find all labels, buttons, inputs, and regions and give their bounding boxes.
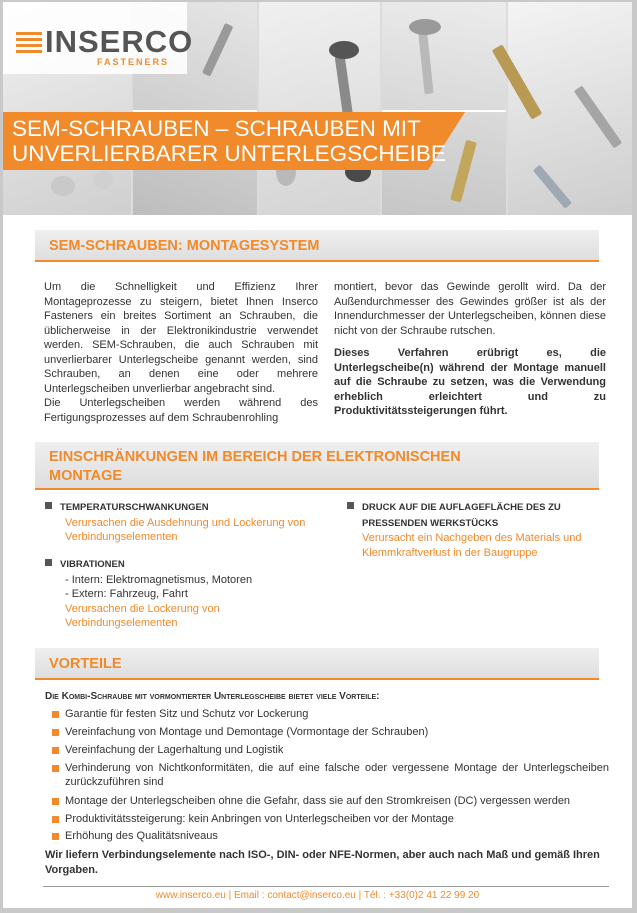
hero-banner — [3, 2, 632, 215]
list-item: Erhöhung des Qualitätsniveaus — [65, 829, 218, 843]
bullet-square-icon — [45, 559, 52, 566]
bullet-square-icon — [347, 502, 354, 509]
logo — [3, 2, 194, 74]
closing-statement: Wir liefern Verbindungselemente nach ISO-, DIN- oder NFE-Normen, aber auch nach Maß und gemäß Ihren Vorgaben. — [45, 849, 600, 876]
paragraph: Um die Schnelligkeit und Effizienz Ihrer Montageprozesse zu steigern, bietet Ihnen Inserco Fasteners ein breites Sortiment an Schrauben, die üblicherweise in der Elektronikindustrie verwendet werden. SEM-Schrauben, die auch Schrauben mit unverlierbarer Unterlegscheibe genannt werden, sind Schrauben, an denen eine oder mehrere Unterlegscheiben unverlierbar angebracht sind. — [44, 281, 318, 395]
constraint-heading: DRUCK AUF DIE AUFLAGEFLÄCHE DES ZU PRESSENDEN WERKSTÜCKS — [362, 502, 561, 529]
bullet-square-icon — [52, 798, 59, 805]
bullet-square-icon — [52, 747, 59, 754]
constraint-effect: Verursachen die Ausdehnung und Lockerung von Verbindungselementen — [65, 516, 306, 543]
constraint-effect: Verursachen die Lockerung von Verbindungselementen — [65, 602, 220, 629]
bullet-square-icon — [52, 833, 59, 840]
constraint-detail: - Extern: Fahrzeug, Fahrt — [65, 588, 188, 600]
constraint-detail: - Intern: Elektromagnetismus, Motoren — [65, 573, 253, 586]
constraint-effect: Verursacht ein Nachgeben des Materials und Klemmkraftverlust in der Baugruppe — [362, 532, 582, 559]
list-item: Produktivitätssteigerung: kein Anbringen von Unterlegscheiben vor der Montage — [65, 812, 454, 826]
bullet-square-icon — [52, 711, 59, 718]
footer-contact: www.inserco.eu | Email : contact@inserco.eu | Tél. : +33(0)2 41 22 99 20 — [155, 890, 480, 901]
list-item: Vereinfachung der Lagerhaltung und Logistik — [65, 743, 283, 757]
page-title: SEM-SCHRAUBEN – SCHRAUBEN MIT UNVERLIERBARER UNTERLEGSCHEIBE — [12, 116, 446, 166]
document-page — [3, 2, 632, 908]
list-item: Garantie für festen Sitz und Schutz vor Lockerung — [65, 707, 308, 721]
list-item: Verhinderung von Nichtkonformitäten, die auf eine falsche oder vergessene Montage der Unterlegscheiben zurückzuführen sind — [65, 761, 609, 789]
highlight-paragraph: Dieses Verfahren erübrigt es, die Unterlegscheibe(n) während der Montage manuell auf die Schraube zu setzen, was die Verwendung erheblich erleichtert und zu Produktivitätssteigerungen führt. — [334, 347, 606, 417]
paragraph: montiert, bevor das Gewinde gerollt wird. Da der Außendurchmesser des Gewindes größer ist als der Innendurchmesser der Unterlegscheiben, können diese nicht von der Schraube rutschen. — [334, 281, 606, 337]
bullet-square-icon — [45, 502, 52, 509]
advantages-intro-text: Die Kombi-Schraube mit vormontierter Unterlegscheibe bietet viele Vorteile: — [45, 691, 380, 702]
section-einschraenkungen-header — [35, 442, 599, 488]
advantages-intro — [45, 690, 611, 705]
bullet-square-icon — [52, 816, 59, 823]
constraint-temperatur — [45, 500, 325, 545]
section-montagesystem-header — [35, 230, 599, 260]
logo-tagline: FASTENERS — [97, 57, 170, 67]
paragraph: Die Unterlegscheiben werden während des Fertigungsprozesses auf dem Schraubenrohling — [44, 397, 318, 424]
section-title: EINSCHRÄNKUNGEN IM BEREICH DER ELEKTRONISCHEN MONTAGE — [49, 449, 461, 484]
section1-left-column — [44, 280, 318, 425]
section-title: SEM-SCHRAUBEN: MONTAGESYSTEM — [49, 238, 320, 254]
list-item: Montage der Unterlegscheiben ohne die Gefahr, dass sie auf den Stromkreisen (DC) vergessen werden — [65, 794, 570, 808]
logo-stripes-icon — [16, 32, 42, 54]
footer-divider — [43, 886, 609, 887]
section1-right-column — [334, 280, 606, 419]
constraint-heading: VIBRATIONEN — [60, 559, 125, 570]
bullet-square-icon — [52, 729, 59, 736]
constraint-druck — [347, 500, 609, 560]
section-title: VORTEILE — [49, 656, 122, 672]
list-item: Vereinfachung von Montage und Demontage (Vormontage der Schrauben) — [65, 725, 428, 739]
bullet-square-icon — [52, 765, 59, 772]
constraint-heading: TEMPERATURSCHWANKUNGEN — [60, 502, 209, 513]
section-vorteile-header — [35, 648, 599, 678]
logo-wordmark: INSERCO — [45, 24, 194, 59]
constraint-vibrationen — [45, 557, 325, 631]
